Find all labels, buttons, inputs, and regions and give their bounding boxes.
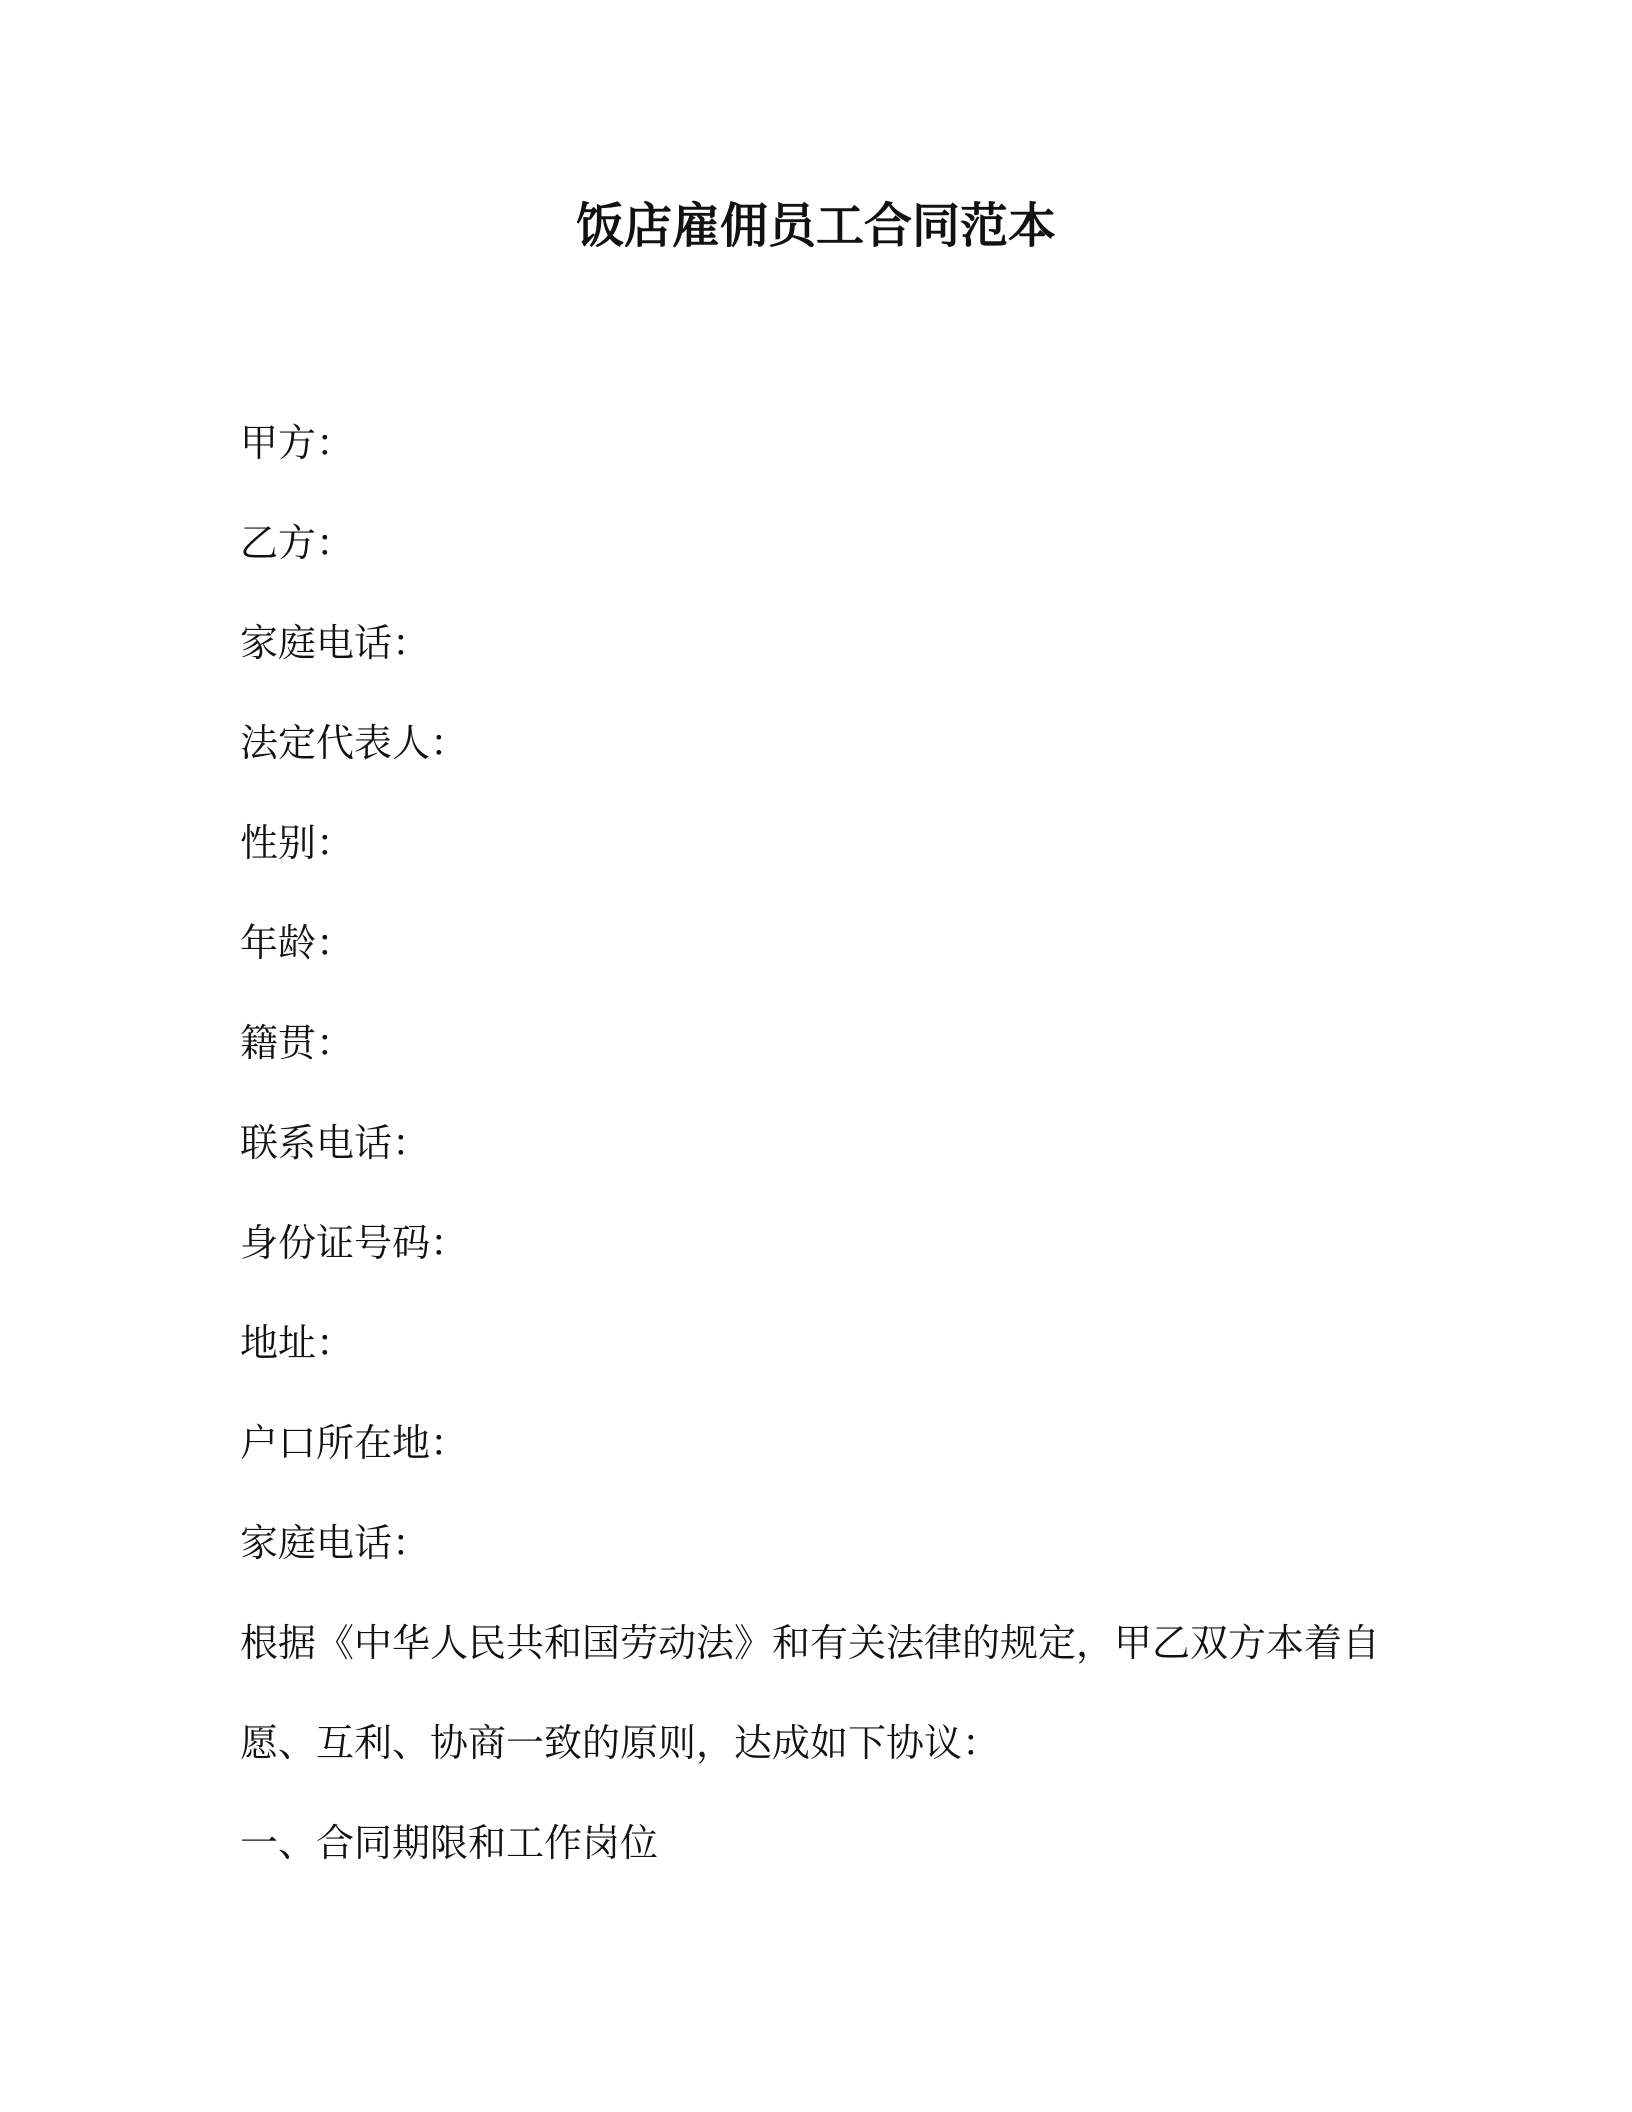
field-home-phone: 家庭电话： [240, 621, 431, 665]
field-id-number: 身份证号码： [240, 1221, 469, 1265]
field-age: 年龄： [240, 921, 355, 965]
section-heading-1: 一、合同期限和工作岗位 [240, 1821, 659, 1865]
field-address: 地址： [240, 1321, 355, 1365]
document-body [240, 418, 1400, 1918]
field-party-a: 甲方： [240, 421, 355, 465]
field-household-registration: 户口所在地： [240, 1421, 469, 1465]
field-contact-phone: 联系电话： [240, 1121, 431, 1165]
document-title: 饭店雇佣员工合同范本 [575, 198, 1056, 254]
intro-paragraph-line-1: 根据《中华人民共和国劳动法》和有关法律的规定，甲乙双方本着自 [240, 1621, 1381, 1665]
intro-paragraph-line-2: 愿、互利、协商一致的原则，达成如下协议： [240, 1721, 1001, 1765]
field-gender: 性别： [240, 821, 355, 865]
field-home-phone-2: 家庭电话： [240, 1521, 431, 1565]
field-party-b: 乙方： [240, 521, 355, 565]
field-native-place: 籍贯： [240, 1021, 355, 1065]
field-legal-representative: 法定代表人： [240, 721, 469, 765]
